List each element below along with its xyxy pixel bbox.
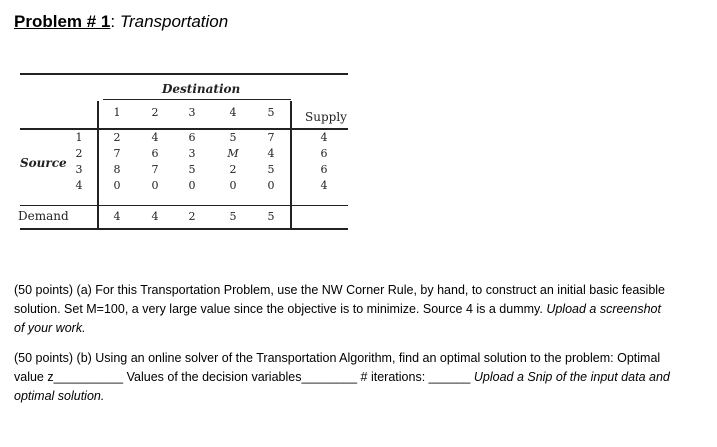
- destination-number: 2: [151, 106, 159, 119]
- part-b-text: (50 points) (b) Using an online solver of the Transportation Algorithm, find an optimal solution to the problem: Optimal value z__________ Values of the decision variables________ # iterations: ______: [14, 351, 661, 384]
- demand-value: 4: [113, 210, 121, 223]
- demand-rule: [20, 205, 348, 206]
- cost-cell: 6: [188, 131, 196, 144]
- cost-cell: 0: [267, 179, 275, 192]
- cost-cell: M: [227, 147, 239, 160]
- demand-value: 2: [188, 210, 196, 223]
- cost-cell: 7: [151, 163, 159, 176]
- source-label: Source: [20, 156, 67, 170]
- destination-number: 5: [267, 106, 275, 119]
- destination-label: Destination: [162, 82, 241, 96]
- cost-cell: 0: [229, 179, 237, 192]
- part-b-instruction: Upload a Snip of the input data and optimal solution.: [14, 370, 670, 403]
- part-b-paragraph: [14, 349, 674, 406]
- cost-cell: 0: [113, 179, 121, 192]
- supply-value: 4: [320, 179, 328, 192]
- cost-cell: 2: [229, 163, 237, 176]
- demand-value: 5: [229, 210, 237, 223]
- cost-cell: 5: [188, 163, 196, 176]
- heading-separator: :: [110, 12, 120, 31]
- cost-cell: 7: [113, 147, 121, 160]
- part-a-paragraph: [14, 281, 674, 338]
- cost-cell: 7: [267, 131, 275, 144]
- source-number: 1: [75, 131, 83, 144]
- cost-cell: 2: [113, 131, 121, 144]
- source-number: 3: [75, 163, 83, 176]
- cost-cell: 0: [151, 179, 159, 192]
- cost-cell: 4: [151, 131, 159, 144]
- cost-cell: 4: [267, 147, 275, 160]
- problem-number: Problem # 1: [14, 12, 111, 31]
- problem-heading: [14, 12, 228, 32]
- destination-number: 3: [188, 106, 196, 119]
- destination-underline: [103, 99, 291, 100]
- supply-value: 6: [320, 163, 328, 176]
- cost-cell: 3: [188, 147, 196, 160]
- supply-label: Supply: [305, 110, 347, 124]
- cost-cell: 5: [267, 163, 275, 176]
- supply-value: 4: [320, 131, 328, 144]
- source-divider: [97, 101, 99, 228]
- part-a-instruction: Upload a screenshot of your work.: [14, 302, 661, 335]
- source-number: 4: [75, 179, 83, 192]
- cost-cell: 0: [188, 179, 196, 192]
- table-bottom-rule: [20, 228, 348, 230]
- source-number: 2: [75, 147, 83, 160]
- header-rule: [20, 128, 348, 130]
- part-a-text: (50 points) (a) For this Transportation Problem, use the NW Corner Rule, by hand, to construct an initial basic feasible solution. Set M=100, a very large value since the objective is to minimize. Source 4 is a dummy.: [14, 283, 665, 316]
- destination-number: 4: [229, 106, 237, 119]
- cost-cell: 8: [113, 163, 121, 176]
- cost-cell: 5: [229, 131, 237, 144]
- demand-value: 4: [151, 210, 159, 223]
- destination-number: 1: [113, 106, 121, 119]
- table-top-rule: [20, 73, 348, 75]
- demand-label: Demand: [18, 209, 69, 223]
- supply-value: 6: [320, 147, 328, 160]
- problem-title: Transportation: [119, 12, 229, 31]
- supply-divider: [290, 101, 292, 228]
- demand-value: 5: [267, 210, 275, 223]
- cost-cell: 6: [151, 147, 159, 160]
